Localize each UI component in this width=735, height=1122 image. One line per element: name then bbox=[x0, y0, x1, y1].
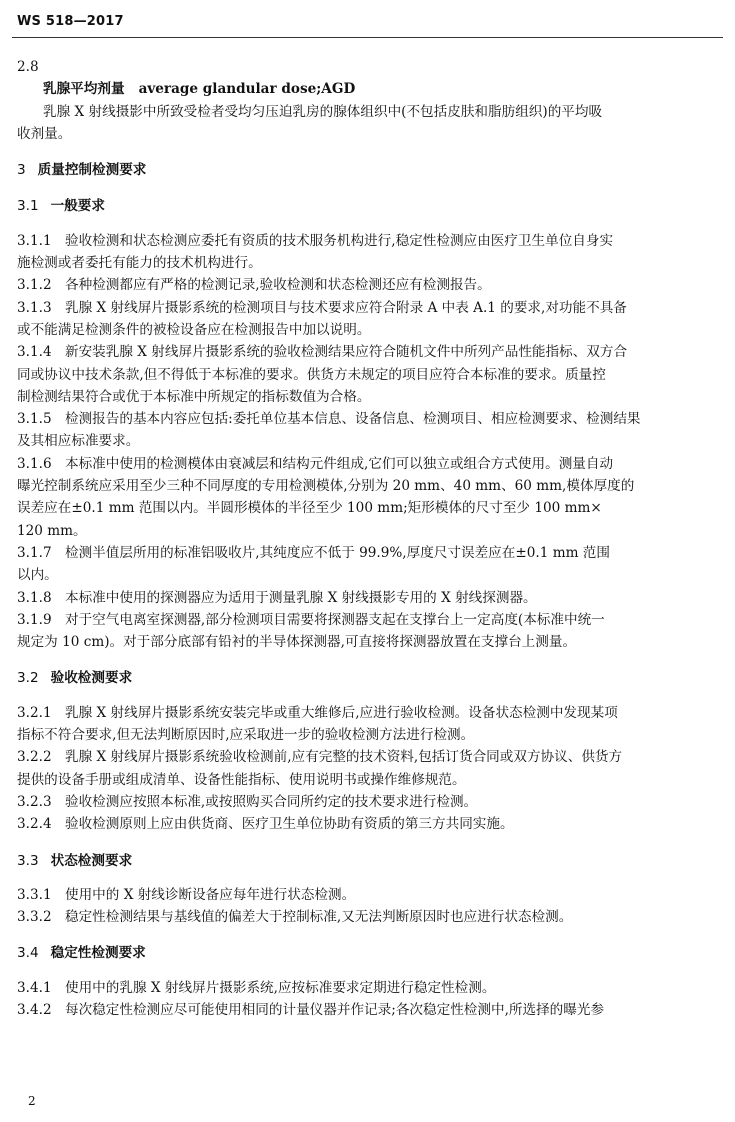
clause-text: 或不能满足检测条件的被检设备应在检测报告中加以说明。 bbox=[17, 321, 371, 338]
clause-text: 检测报告的基本内容应包括:委托单位基本信息、设备信息、检测项目、相应检测要求、检测结果 bbox=[65, 411, 641, 428]
clause-number: 3.1.6 bbox=[17, 455, 52, 472]
clause-item bbox=[17, 274, 722, 296]
section-number: 3.3 bbox=[17, 852, 39, 869]
clause-item bbox=[17, 542, 722, 564]
clause-text: 使用中的乳腺 X 射线屏片摄影系统,应按标准要求定期进行稳定性检测。 bbox=[65, 979, 496, 996]
clause-text: 每次稳定性检测应尽可能使用相同的计量仪器并作记录;各次稳定性检测中,所选择的曝光参 bbox=[65, 1001, 605, 1018]
clause-item bbox=[17, 746, 722, 768]
clause-text: 对于空气电离室探测器,部分检测项目需要将探测器支起在支撑台上一定高度(本标准中统一 bbox=[65, 611, 605, 628]
clause-text: 以内。 bbox=[17, 567, 58, 584]
clause-number: 3.1.4 bbox=[17, 344, 52, 361]
clause-text: 施检测或者委托有能力的技术机构进行。 bbox=[17, 255, 262, 272]
clause-item bbox=[17, 884, 722, 906]
clause-number-2-8: 2.8 bbox=[17, 59, 39, 75]
section-number: 3.2 bbox=[17, 670, 39, 687]
clause-item bbox=[17, 813, 722, 835]
clause-item bbox=[17, 906, 722, 928]
section-heading-3-4 bbox=[17, 942, 722, 964]
clause-continuation bbox=[17, 724, 722, 746]
clause-text: 验收检测应按照本标准,或按照购买合同所约定的技术要求进行检测。 bbox=[65, 793, 478, 810]
clause-number: 3.1.3 bbox=[17, 299, 52, 316]
header-rule bbox=[12, 37, 723, 38]
clause-item bbox=[17, 297, 722, 319]
clause-text: 检测半值层所用的标准铝吸收片,其纯度应不低于 99.9%,厚度尺寸误差应在±0.1 mm 范围 bbox=[65, 544, 610, 561]
clause-text: 曝光控制系统应采用至少三种不同厚度的专用检测模体,分别为 20 mm、40 mm、60 mm,模体厚度的 bbox=[17, 478, 635, 495]
clause-list-3-3 bbox=[17, 884, 722, 929]
term-chinese: 乳腺平均剂量 bbox=[43, 81, 125, 98]
clause-item bbox=[17, 702, 722, 724]
clause-continuation bbox=[17, 252, 722, 274]
section-heading-3-2 bbox=[17, 667, 722, 689]
clause-continuation bbox=[17, 497, 722, 519]
clause-text: 乳腺 X 射线屏片摄影系统验收检测前,应有完整的技术资料,包括订货合同或双方协议、供货方 bbox=[65, 749, 623, 766]
clause-number: 3.2.2 bbox=[17, 749, 52, 766]
clause-item bbox=[17, 609, 722, 631]
clause-text: 使用中的 X 射线诊断设备应每年进行状态检测。 bbox=[65, 886, 356, 903]
clause-continuation bbox=[17, 769, 722, 791]
clause-continuation bbox=[17, 386, 722, 408]
clause-continuation bbox=[17, 631, 722, 653]
clause-item bbox=[17, 341, 722, 363]
clause-item bbox=[17, 977, 722, 999]
clause-text: 120 mm。 bbox=[17, 522, 87, 539]
clause-continuation bbox=[17, 475, 722, 497]
clause-text: 验收检测原则上应由供货商、医疗卫生单位协助有资质的第三方共同实施。 bbox=[65, 816, 514, 833]
clause-text: 误差应在±0.1 mm 范围以内。半圆形模体的半径至少 100 mm;矩形模体的尺寸至少 100 mm× bbox=[17, 500, 602, 517]
clause-text: 同或协议中技术条款,但不得低于本标准的要求。供货方未规定的项目应符合本标准的要求。质量控 bbox=[17, 366, 606, 383]
clause-number: 3.4.1 bbox=[17, 979, 52, 996]
standard-number-header: WS 518—2017 bbox=[17, 14, 124, 29]
clause-item bbox=[17, 408, 722, 430]
clause-number: 3.1.7 bbox=[17, 544, 52, 561]
clause-text: 规定为 10 cm)。对于部分底部有铅衬的半导体探测器,可直接将探测器放置在支撑台上测量。 bbox=[17, 634, 577, 651]
clause-text: 各种检测都应有严格的检测记录,验收检测和状态检测还应有检测报告。 bbox=[65, 277, 491, 294]
clause-text: 本标准中使用的检测模体由衰减层和结构元件组成,它们可以独立或组合方式使用。测量自动 bbox=[65, 455, 614, 472]
clause-text: 乳腺 X 射线屏片摄影系统安装完毕或重大维修后,应进行验收检测。设备状态检测中发现某项 bbox=[65, 704, 618, 721]
clause-text: 制检测结果符合或优于本标准中所规定的指标数值为合格。 bbox=[17, 388, 371, 405]
clause-number: 3.1.2 bbox=[17, 277, 52, 294]
clause-text: 新安装乳腺 X 射线屏片摄影系统的验收检测结果应符合随机文件中所列产品性能指标、双方合 bbox=[65, 344, 628, 361]
clause-item bbox=[17, 999, 722, 1021]
term-english: average glandular dose;AGD bbox=[138, 81, 356, 98]
clause-continuation bbox=[17, 564, 722, 586]
section-heading-3-3 bbox=[17, 850, 722, 872]
clause-text: 指标不符合要求,但无法判断原因时,应采取进一步的验收检测方法进行检测。 bbox=[17, 727, 475, 744]
clause-continuation bbox=[17, 520, 722, 542]
section-title: 稳定性检测要求 bbox=[50, 945, 146, 962]
clause-number: 3.1.8 bbox=[17, 589, 52, 606]
clause-text: 验收检测和状态检测应委托有资质的技术服务机构进行,稳定性检测应由医疗卫生单位自身实 bbox=[65, 232, 614, 249]
clause-number: 3.2.3 bbox=[17, 793, 52, 810]
clause-number: 3.1.5 bbox=[17, 411, 52, 428]
clause-continuation bbox=[17, 319, 722, 341]
section-title: 一般要求 bbox=[50, 198, 105, 215]
clause-continuation bbox=[17, 364, 722, 386]
clause-list-3-1 bbox=[17, 230, 722, 654]
clause-number: 3.4.2 bbox=[17, 1001, 52, 1018]
clause-number: 3.3.1 bbox=[17, 886, 52, 903]
section-heading-3 bbox=[17, 159, 722, 181]
clause-number: 3.1.9 bbox=[17, 611, 52, 628]
clause-text: 稳定性检测结果与基线值的偏差大于控制标准,又无法判断原因时也应进行状态检测。 bbox=[65, 909, 573, 926]
clause-number: 3.1.1 bbox=[17, 232, 52, 249]
section-number: 3.4 bbox=[17, 945, 39, 962]
clause-list-3-2 bbox=[17, 702, 722, 836]
clause-text: 及其相应标准要求。 bbox=[17, 433, 140, 450]
page-number: 2 bbox=[28, 1094, 36, 1108]
clause-list-3-4 bbox=[17, 977, 722, 1022]
section-heading-3-1 bbox=[17, 195, 722, 217]
clause-number: 3.2.4 bbox=[17, 816, 52, 833]
term-definition-line: 收剂量。 bbox=[17, 125, 72, 142]
term-definition-line: 乳腺 X 射线摄影中所致受检者受均匀压迫乳房的腺体组织中(不包括皮肤和脂肪组织)的平均吸 bbox=[43, 103, 603, 120]
section-title: 状态检测要求 bbox=[50, 852, 133, 869]
clause-item bbox=[17, 587, 722, 609]
clause-item bbox=[17, 453, 722, 475]
clause-text: 提供的设备手册或组成清单、设备性能指标、使用说明书或操作维修规范。 bbox=[17, 771, 466, 788]
section-number: 3 bbox=[17, 162, 26, 179]
clause-text: 乳腺 X 射线屏片摄影系统的检测项目与技术要求应符合附录 A 中表 A.1 的要求,对功能不具备 bbox=[65, 299, 627, 316]
clause-number: 3.2.1 bbox=[17, 704, 52, 721]
clause-item bbox=[17, 791, 722, 813]
clause-text: 本标准中使用的探测器应为适用于测量乳腺 X 射线摄影专用的 X 射线探测器。 bbox=[65, 589, 537, 606]
section-title: 验收检测要求 bbox=[50, 670, 133, 687]
term-line bbox=[17, 78, 722, 100]
section-title: 质量控制检测要求 bbox=[37, 162, 147, 179]
section-number: 3.1 bbox=[17, 198, 39, 215]
clause-number: 3.3.2 bbox=[17, 909, 52, 926]
document-body bbox=[17, 56, 722, 1021]
clause-item bbox=[17, 230, 722, 252]
clause-continuation bbox=[17, 430, 722, 452]
